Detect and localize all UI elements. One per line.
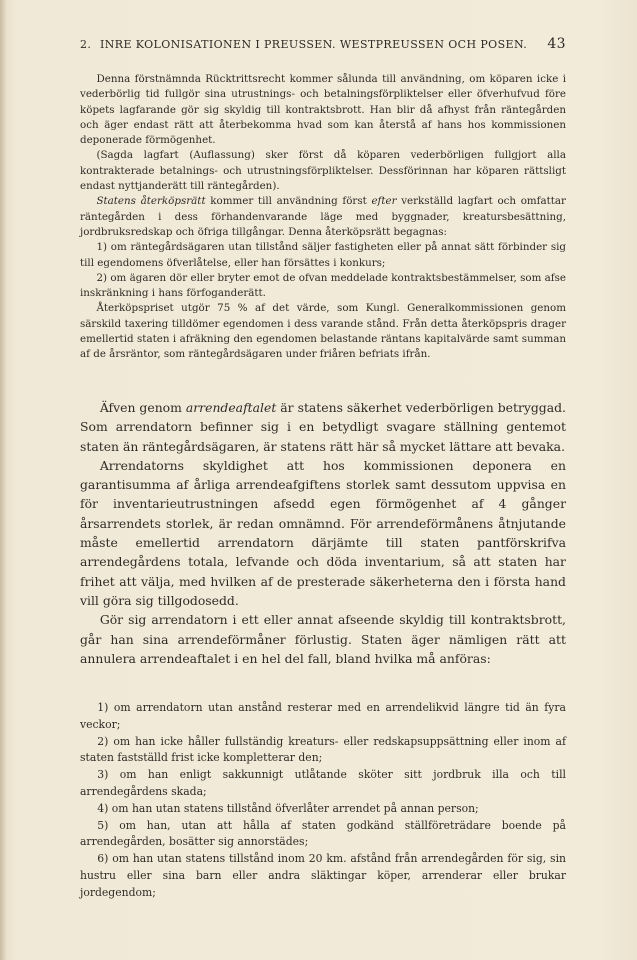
- page-number: 43: [547, 36, 566, 52]
- chapter-number: 2.: [80, 38, 92, 51]
- page-gutter: [0, 0, 6, 960]
- list-item: 4) om han utan statens tillstånd öfverlåter arrendet på annan person;: [97, 801, 479, 815]
- paragraph: (Sagda lagfart (Auflassung) sker först då köparen vederbörligen fullgjort alla kontrakterade betalnings- och utrustningsförpliktelser. Dessförinnan har köparen rättsligt endast nyttjanderätt till räntegården).: [80, 149, 566, 193]
- paragraph: Statens återköpsrätt kommer till användning först efter verkställd lagfart och omfattar räntegården i dess förhandenvarande läge med byggnader, kreatursbesättning, jordbruksredskap och öfriga tillgångar. Denna återköpsrätt begagnas:: [80, 195, 566, 238]
- emphasis-term: Statens återköpsrätt: [96, 195, 206, 208]
- list-item: 2) om han icke håller fullständig kreaturs- eller redskapsuppsättning eller inom af staten fastställd frist icke kompletterar den;: [80, 734, 566, 765]
- small-print-section: [80, 72, 566, 363]
- list-item: 3) om han enligt sakkunnigt utlåtande sköter sitt jordbruk illa och till arrendegårdens skada;: [80, 768, 566, 798]
- main-text-section: [80, 398, 566, 668]
- paragraph: Arrendatorns skyldighet att hos kommissionen deponera en garantisumma af årliga arrendeafgiftens storlek samt dessutom uppvisa en för inventarieutrustningen afsedd egen förmögenhet af 4 gånger årsarrendets storlek, är redan omnämnd. För arrendeförmånens åtnjutande måste emellertid arrendatorn därjämte till staten pantförskrifva arrendegårdens totala, lefvande och döda inventarium, så att staten har frihet att välja, med hvilken af de presterade säkerheterna den i första hand vill göra sig tillgodosedd.: [80, 457, 566, 608]
- paragraph: Gör sig arrendatorn i ett eller annat afseende skyldig till kontraktsbrott, går han sina arrendeförmåner förlustig. Staten äger nämligen rätt att annulera arrendeaftalet i en hel del fall, bland hvilka må anföras:: [80, 612, 566, 666]
- running-header: [80, 38, 566, 56]
- list-item: 5) om han, utan att hålla af staten godkänd ställföreträdare boende på arrendegården, bosätter sig annorstädes;: [80, 818, 566, 849]
- paragraph: Denna förstnämnda Rücktrittsrecht kommer sålunda till användning, om köparen icke i vederbörlig tid fullgör sina utrustnings- och betalningsförpliktelser eller öfverhufvud före köpets lagfarande gör sig skyldig till kontraktsbrott. Han blir då afhyst från räntegården och äger endast rätt att återbekomma hvad som kan återstå af hans hos kommissionen deponerade förmögenhet.: [80, 73, 566, 147]
- emphasis-word: efter: [371, 195, 397, 208]
- emphasis-term: arrendeaftalet: [185, 400, 277, 415]
- paragraph: Återköpspriset utgör 75 % af det värde, som Kungl. Generalkommissionen genom särskild taxering tilldömer egendomen i dess varande stånd. Från detta återköpspris drager emellertid staten i afräkning den egendomen belastande räntans kapitalvärde samt summan af de årsräntor, som räntegårdsägaren under friåren befriats ifrån.: [80, 302, 566, 361]
- paragraph: Äfven genom arrendeaftalet är statens säkerhet vederbörligen betryggad. Som arrendatorn befinner sig i en betydligt svagare ställning gentemot staten än räntegårdsägaren, är statens rätt här så mycket lättare att bevaka.: [80, 400, 566, 454]
- list-item: 1) om räntegårdsägaren utan tillstånd säljer fastigheten eller på annat sätt förbinder sig till egendomens öfverlåtelse, eller han försättes i konkurs;: [80, 241, 566, 269]
- chapter-title: INRE KOLONISATIONEN I PREUSSEN. WESTPREUSSEN OCH POSEN.: [100, 38, 528, 51]
- list-item: 2) om ägaren dör eller bryter emot de ofvan meddelade kontraktsbestämmelser, som afse inskränkning i hans förfoganderätt.: [80, 271, 566, 300]
- list-item: 1) om arrendatorn utan anstånd resterar med en arrendelikvid längre tid än fyra veckor;: [80, 701, 566, 731]
- list-item: 6) om han utan statens tillstånd inom 20 km. afstånd från arrendegården för sig, sin hustru eller sina barn eller andra släktingar köper, arrenderar eller brukar jordegendom;: [80, 852, 566, 899]
- conditions-list: [80, 700, 566, 902]
